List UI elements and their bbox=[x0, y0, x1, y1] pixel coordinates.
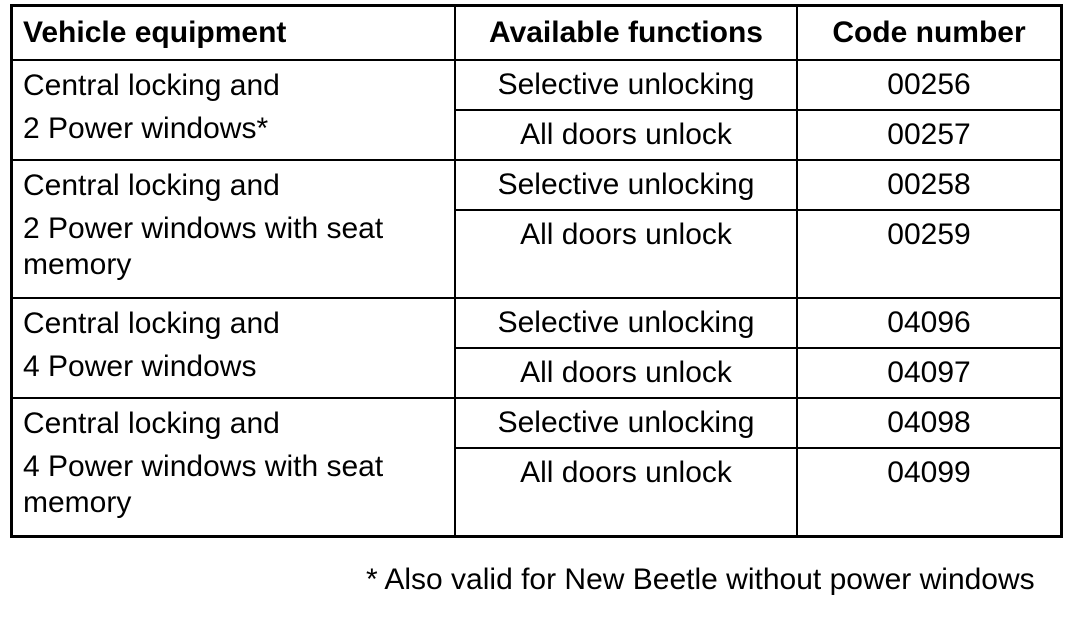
header-row bbox=[12, 6, 1062, 61]
header-code-number: Code number bbox=[797, 6, 1062, 61]
equipment-line1: Central locking and bbox=[23, 169, 280, 202]
equipment-line1: Central locking and bbox=[23, 69, 280, 102]
function-cell: Selective unlocking bbox=[455, 298, 797, 348]
equipment-line2: 4 Power windows with seat memory bbox=[23, 450, 384, 519]
header-vehicle-equipment: Vehicle equipment bbox=[12, 6, 456, 61]
function-cell: Selective unlocking bbox=[455, 398, 797, 448]
equipment-line1: Central locking and bbox=[23, 407, 280, 440]
equipment-line2: 2 Power windows* bbox=[23, 112, 269, 145]
code-table bbox=[10, 4, 1063, 538]
table-row bbox=[12, 298, 1062, 348]
code-cell: 00259 bbox=[797, 210, 1062, 298]
code-cell: 00256 bbox=[797, 60, 1062, 110]
function-cell: All doors unlock bbox=[455, 110, 797, 160]
code-cell: 04096 bbox=[797, 298, 1062, 348]
equipment-line1: Central locking and bbox=[23, 307, 280, 340]
equipment-cell bbox=[12, 60, 456, 160]
equipment-cell bbox=[12, 160, 456, 298]
code-cell: 04099 bbox=[797, 448, 1062, 537]
equipment-line2: 2 Power windows with seat memory bbox=[23, 212, 384, 281]
code-cell: 00257 bbox=[797, 110, 1062, 160]
footnote: * Also valid for New Beetle without power windows bbox=[366, 563, 1035, 596]
equipment-line2: 4 Power windows bbox=[23, 350, 257, 383]
equipment-cell bbox=[12, 298, 456, 398]
code-cell: 00258 bbox=[797, 160, 1062, 210]
function-cell: Selective unlocking bbox=[455, 160, 797, 210]
table-row bbox=[12, 60, 1062, 110]
function-cell: All doors unlock bbox=[455, 210, 797, 298]
function-cell: Selective unlocking bbox=[455, 60, 797, 110]
function-cell: All doors unlock bbox=[455, 448, 797, 537]
code-cell: 04097 bbox=[797, 348, 1062, 398]
function-cell: All doors unlock bbox=[455, 348, 797, 398]
code-cell: 04098 bbox=[797, 398, 1062, 448]
table-row bbox=[12, 398, 1062, 448]
equipment-cell bbox=[12, 398, 456, 537]
table-row bbox=[12, 160, 1062, 210]
header-available-functions: Available functions bbox=[455, 6, 797, 61]
